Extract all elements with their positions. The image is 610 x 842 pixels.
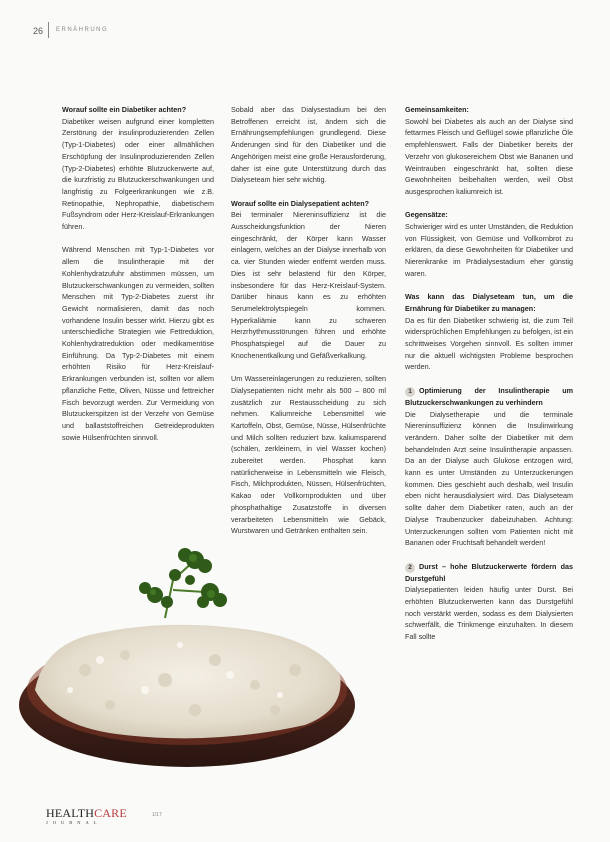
column-3 xyxy=(405,104,573,655)
common-body: Sowohl bei Diabetes als auch an der Dialyse sind fettarmes Fleisch und Geflügel sowie pflanzliche Öle empfehlenswert. Falls der Diabetiker bereits der Verzehr von glukosereichem Obst wie Bananen und Weintrauben eingeschränkt hat, sollten diese Gewohnheiten beibehalten werden, weil Obst ausgesprochen kaliumreich ist. xyxy=(405,116,573,196)
team-title: Was kann das Dialyseteam tun, um die Ernährung für Diabetiker zu managen: xyxy=(405,292,573,313)
question-body: Bei terminaler Niereninsuffizienz ist die Ausscheidungsfunktion der Nieren eingeschränkt, der Körper kann Wasser einlagern, welches an der Dialyse innerhalb von ca. vier Stunden wieder entfernt werden muss. Dies ist sehr belastend für den Körper, insbesondere für das Herz-Kreislauf-System. Darüber hinaus kann es zu erhöhten Serumelektrolytspiegeln kommen. Hyperkaliämie kann zu schweren Herzrhythmusstörungen führen und erhöhte Phosphatspiegel auf die Dauer zu Knochenentkalkung und Gefäßverkalkung. xyxy=(231,210,386,360)
tip-body: Die Dialysetherapie und die terminale Niereninsuffizienz können die Insulinwirkung verändern. Daher sollte der Diabetiker mit dem behandelnden Arzt seine Insulintherapie anpassen. Da an der Dialyse auch Glukose entzogen wird, kann es unter Umständen zu Unterzuckerungen kommen. Dies geschieht auch deshalb, weil Insulin eben nicht herausdialysiert wird. Das Dialyseteam sollte daher dem Diabetiker raten, auch an der Dialyse Traubenzucker dabeizuhaben. Achtung: Unterzuckerungen sollten vom Patienten nicht mit Bananen oder Fruchtsaft behandelt werden! xyxy=(405,409,573,548)
paragraph: Um Wassereinlagerungen zu reduzieren, sollten Dialysepatienten nicht mehr als 500 – 800 ml zusätzlich zur Restausscheidung zu sich nehmen. Kaliumreiche Lebensmittel wie Kartoffeln, Obst, Gemüse, Nüsse, Hülsenfrüchte und Milch sollten reduziert bzw. kaliumsparend (schälen, zerkleinern, in viel Wasser kochen) zubereitet werden. Phosphat kann natürlicherweise in Lebensmitteln wie Fleisch, Fisch, Milchprodukten, Nüssen, Hülsenfrüchten, Kakao oder Vollkornprodukten und über phosphathaltige Zusatzstoffe in diversen verarbeiteten Lebensmitteln wie Gebäck, Wurstwaren und Getränken enthalten sein. xyxy=(231,374,386,536)
team-body: Da es für den Diabetiker schwierig ist, die zum Teil widersprüchlichen Empfehlungen zu befolgen, ist ein schrittweises Vorgehen sinnvoll. Es sollten immer nur die aktuell wichtigsten Probleme besprochen werden. xyxy=(405,315,573,372)
tip-title xyxy=(405,385,573,409)
common-title: Gemeinsamkeiten: xyxy=(405,105,469,114)
common-section xyxy=(405,104,573,198)
journal-logo xyxy=(46,806,127,821)
number-badge: 2 xyxy=(405,563,415,573)
question-diabetiker xyxy=(62,104,214,233)
tip-body: Dialysepatienten leiden häufig unter Durst. Bei erhöhten Blutzuckerwerten kann das Durstgefühl noch verstärkt werden, sodass es dem Dialysierten schwerfällt, die Trinkmenge einzuhalten. In diesem Fall sollte xyxy=(405,585,573,642)
tip-title-text: Optimierung der Insulintherapie um Blutzuckerschwankungen zu verhindern xyxy=(405,385,573,407)
number-badge: 1 xyxy=(405,387,415,397)
section-heading: ERNÄHRUNG xyxy=(56,27,109,33)
parsley-icon xyxy=(139,548,227,618)
question-title: Worauf sollte ein Dialysepatient achten? xyxy=(231,198,370,208)
question-body: Diabetiker weisen aufgrund einer kompletten Zerstörung der insulinproduzierenden Zellen (Typ-1-Diabetes) oder einer allmählichen Erschöpfung der Insulinproduzierenden Zellen (Typ-2-Diabetes) erhöhte Blutzuckerwerte auf, die kurzfristig zu Blutzuckerschwankungen und langfristig zu Folgeerkrankungen wie z.B. Retinopathie, Nephropathie, diabetischem Fußsyndrom oder Herz-Kreislauf-Erkrankungen führen. xyxy=(62,116,214,232)
cream-spread xyxy=(35,625,341,739)
column-2 xyxy=(231,104,386,549)
issue-date: 1/17 xyxy=(152,812,162,818)
paragraph: Sobald aber das Dialysestadium bei den Betroffenen erreicht ist, ändern sich die Ernährungsempfehlungen grundlegend. Diese Änderungen sind für den Diabetiker und die Angehörigen meist eine große Herausforderung, daher ist eine gute Unterstützung durch das Dialyseteam hier sehr wichtig. xyxy=(231,105,386,185)
page-number: 26 xyxy=(33,26,44,36)
column-1 xyxy=(62,104,214,455)
logo-health: HEALTH xyxy=(46,806,95,820)
question-dialysepatient xyxy=(231,198,386,362)
tip-title xyxy=(405,561,573,585)
contrast-section xyxy=(405,209,573,279)
team-section xyxy=(405,291,573,373)
food-photo xyxy=(15,540,360,780)
tip-title-text: Durst – hohe Blutzuckerwerte fördern das Durstgefühl xyxy=(405,561,573,583)
tip-2 xyxy=(405,561,573,643)
question-title: Worauf sollte ein Diabetiker achten? xyxy=(62,105,187,114)
contrast-body: Schwieriger wird es unter Umständen, die Reduktion von Flüssigkeit, von Gemüse und Vollkornbrot zu erklären, da diese Gewohnheiten für Diabetiker und Nierenkranke im Prädialysestadium eher günstig waren. xyxy=(405,222,573,278)
logo-subtitle: JOURNAL xyxy=(46,820,102,825)
tip-1 xyxy=(405,385,573,549)
contrast-title: Gegensätze: xyxy=(405,210,448,220)
paragraph: Während Menschen mit Typ-1-Diabetes vor allem die Insulintherapie mit der Kohlenhydratzufuhr abstimmen müssen, um Blutzuckerschwankungen zu vermeiden, sollten Menschen mit Typ-2-Diabetes zuerst ihr Gewicht normalisieren, damit das noch vorhandene Insulin besser wirkt. Hierzu gibt es unterschiedliche Strategien wie Fettreduktion, Kohlenhydratreduktion oder medikamentöse Einführung. Da Typ-2-Diabetes mit einem erhöhten Risiko für Herz-Kreislauf-Erkrankungen verbunden ist, sollten vor allem pflanzliche Fette, Oliven, Nüsse und fettreicher Fisch bevorzugt werden. Zur Vermeidung von Blutzuckerspitzen ist der Verzehr von Gemüse und ballaststoffreichen Getreideprodukten sowie Hülsenfrüchten sinnvoll. xyxy=(62,245,214,442)
logo-care: CARE xyxy=(94,806,127,820)
header-divider xyxy=(48,22,49,38)
